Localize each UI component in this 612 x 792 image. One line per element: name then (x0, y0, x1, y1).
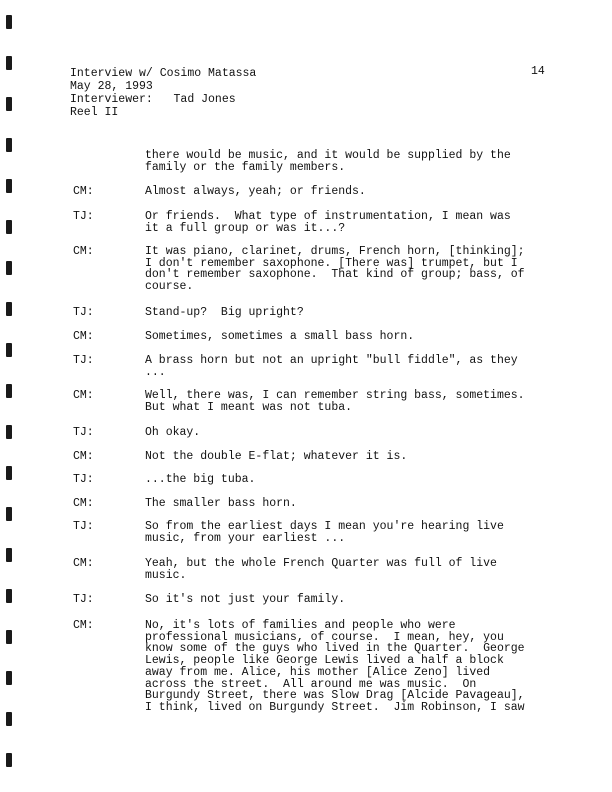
document-header (70, 67, 256, 119)
entry-text: ...the big tuba. (145, 473, 256, 486)
speaker-label: TJ: (73, 426, 94, 439)
speaker-label: TJ: (73, 520, 94, 533)
binding-hole (6, 753, 12, 767)
entry-text: Not the double E-flat; whatever it is. (145, 450, 408, 463)
speaker-label: CM: (73, 389, 94, 402)
entry-text: So from the earliest days I mean you're hearing live music, from your earliest ... (145, 520, 504, 545)
speaker-label: TJ: (73, 354, 94, 367)
entry-text: The smaller bass horn. (145, 497, 297, 510)
entry-text: Oh okay. (145, 426, 201, 439)
entry-text: No, it's lots of families and people who were professional musicians, of course. I mean, hey, you know some of the guys who lived in the Quarter. George Lewis, people like George Lewis lived a half a block away from me. Alice, his mother [Alice Zeno] lived across the street. All around me was music. On Burgundy Street, there was Slow Drag [Alcide Pavageau], I think, lived on Burgundy Street. Jim Robinson, I saw (145, 619, 525, 714)
header-date: May 28, 1993 (70, 80, 153, 93)
entry-text: Almost always, yeah; or friends. (145, 185, 366, 198)
speaker-label: TJ: (73, 210, 94, 223)
binding-hole (6, 548, 12, 562)
speaker-label: TJ: (73, 593, 94, 606)
binding-hole (6, 138, 12, 152)
speaker-label: TJ: (73, 306, 94, 319)
page-number: 14 (531, 65, 545, 78)
header-interviewer: Interviewer: Tad Jones (70, 93, 236, 106)
entry-text: Well, there was, I can remember string bass, sometimes. But what I meant was not tuba. (145, 389, 525, 414)
entry-text: there would be music, and it would be supplied by the family or the family members. (145, 149, 511, 174)
binding-hole (6, 384, 12, 398)
speaker-label: CM: (73, 330, 94, 343)
binding-hole (6, 56, 12, 70)
binding-hole (6, 97, 12, 111)
binding-hole (6, 425, 12, 439)
binding-hole (6, 220, 12, 234)
header-interview-title: Interview w/ Cosimo Matassa (70, 67, 257, 80)
binding-hole (6, 466, 12, 480)
binding-hole (6, 712, 12, 726)
entry-text: Stand-up? Big upright? (145, 306, 304, 319)
speaker-label: CM: (73, 557, 94, 570)
speaker-label: CM: (73, 450, 94, 463)
speaker-label: TJ: (73, 473, 94, 486)
entry-text: A brass horn but not an upright "bull fiddle", as they ... (145, 354, 518, 379)
entry-text: Sometimes, sometimes a small bass horn. (145, 330, 415, 343)
binding-hole (6, 507, 12, 521)
binding-hole (6, 179, 12, 193)
speaker-label: CM: (73, 619, 94, 632)
binding-hole (6, 15, 12, 29)
speaker-label: CM: (73, 497, 94, 510)
binding-hole (6, 343, 12, 357)
binding-hole (6, 630, 12, 644)
entry-text: It was piano, clarinet, drums, French horn, [thinking]; I don't remember saxophone. [There was] trumpet, but I don't remember saxophone. That kind of group; bass, of course. (145, 245, 525, 294)
binding-hole (6, 302, 12, 316)
speaker-label: CM: (73, 185, 94, 198)
entry-text: Or friends. What type of instrumentation, I mean was it a full group or was it...? (145, 210, 511, 235)
entry-text: So it's not just your family. (145, 593, 346, 606)
binding-hole (6, 589, 12, 603)
header-reel: Reel II (70, 106, 119, 119)
entry-text: Yeah, but the whole French Quarter was full of live music. (145, 557, 497, 582)
speaker-label: CM: (73, 245, 94, 258)
binding-hole (6, 671, 12, 685)
binding-hole (6, 261, 12, 275)
